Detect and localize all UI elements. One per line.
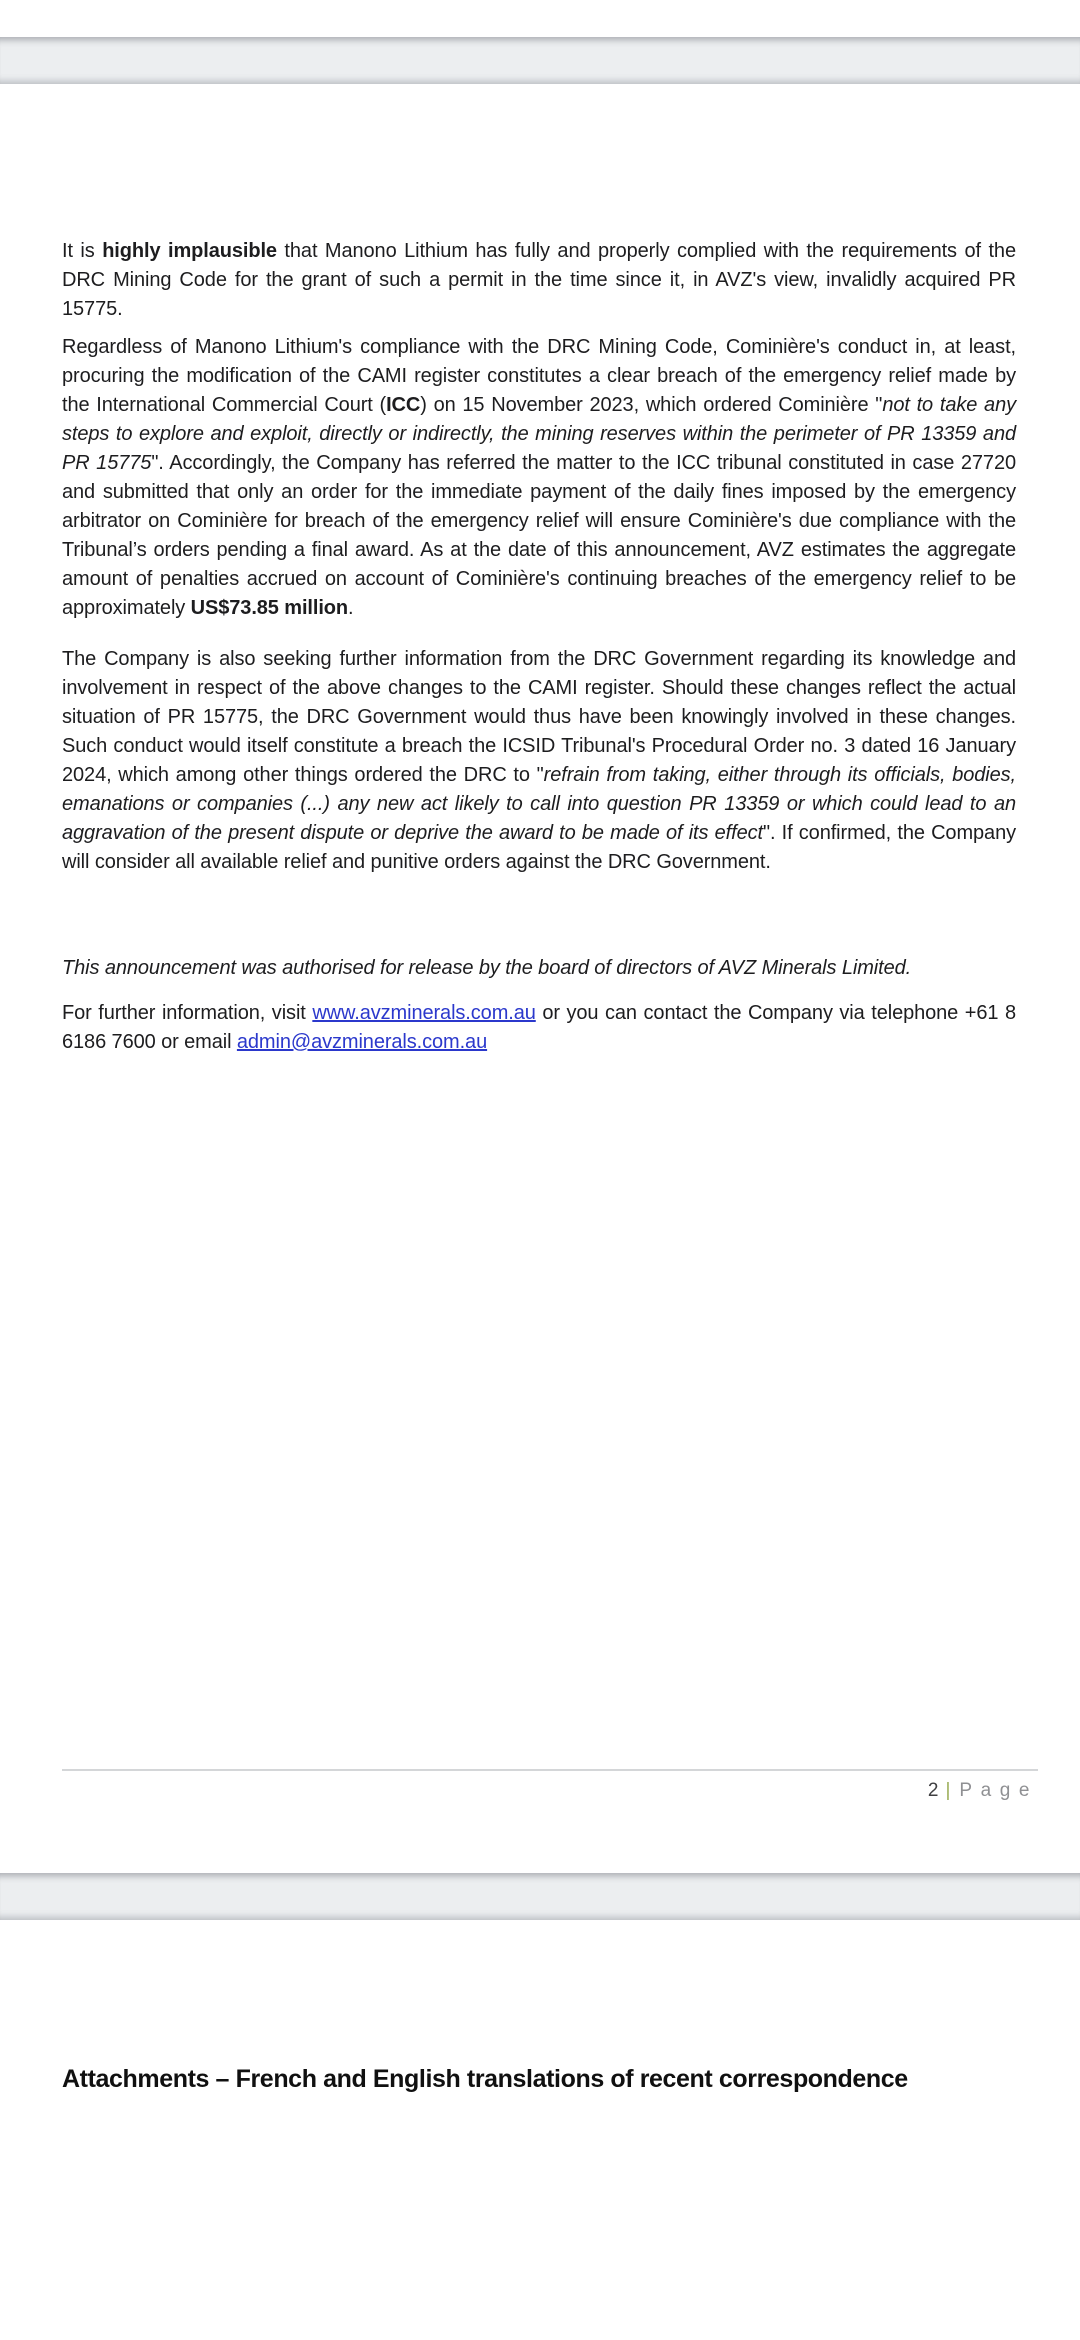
text-segment: not to take any steps to explore and exploit, directly or indirectly, the mining reserves within the perimeter of PR 13359 and PR 15775 [62,394,1017,474]
page-number: 2 [927,1780,939,1801]
text-segment: Regardless of Manono Lithium's compliance with the DRC Mining Code, Cominière's conduct in, at least, procuring the modification of the CAMI register constitutes a clear breach of the emergency relief made by the International Commercial Court ( [62,336,1016,416]
hyperlink[interactable]: admin@avzminerals.com.au [236,1031,488,1053]
text-segment: highly implausible [102,240,277,262]
page-gap [0,37,1080,84]
page-word: Page [959,1780,1038,1801]
text-segment: This announcement was authorised for release by the board of directors of AVZ Minerals Limited. [62,957,912,979]
text-segment: refrain from taking, either through its officials, bodies, emanations or companies (...) any new act likely to call into question PR 13359 or which could lead to an aggravation of the present dispute or deprive the award to be made of its effect [62,764,1016,844]
text-segment: ICC [386,394,421,416]
page-2 [0,84,1080,1873]
text-segment: or you can contact the Company via telephone +61 8 6186 7600 or email [62,1002,1016,1053]
paragraph-drc-government [62,645,1016,877]
contact-information [62,999,1016,1057]
text-segment: The Company is also seeking further information from the DRC Government regarding its knowledge and involvement in respect of the above changes to the CAMI register. Should these changes reflect the actual situation of PR 15775, the DRC Government would thus have been knowingly involved in these changes. Such conduct would itself constitute a breach the ICSID Tribunal's Procedural Order no. 3 dated 16 January 2024, which among other things ordered the DRC to " [62,648,1016,786]
text-segment: ) on 15 November 2023, which ordered Cominière " [420,394,883,416]
text-segment: that Manono Lithium has fully and properly complied with the requirements of the DRC Mining Code for the grant of such a permit in the time since it, in AVZ's view, invalidly acquired PR 15775. [62,240,1016,320]
page-number-line [62,1780,1038,1802]
paragraph-icc-breach [62,333,1016,623]
text-segment: For further information, visit [62,1002,313,1024]
page-1-bottom-edge [0,0,1080,37]
footer-divider [62,1769,1038,1771]
paragraph-implausible [62,237,1016,324]
text-segment: ". Accordingly, the Company has referred the matter to the ICC tribunal constituted in case 27720 and submitted that only an order for the immediate payment of the daily fines imposed by the emergency arbitrator on Cominière for breach of the emergency relief will ensure Cominière's due compliance with the Tribunal’s orders pending a final award. As at the date of this announcement, AVZ estimates the aggregate amount of penalties accrued on account of Cominière's continuing breaches of the emergency relief to be approximately [62,452,1016,619]
text-segment: US$73.85 million [190,597,349,619]
hyperlink[interactable]: www.avzminerals.com.au [312,1002,536,1024]
text-segment: . [348,597,354,619]
page-2-content [0,84,1080,1057]
text-segment: It is [62,240,103,262]
page-footer [0,1769,1080,1802]
page-number-separator: | [945,1780,951,1801]
authorisation-statement [62,954,1016,983]
page-gap [0,1873,1080,1920]
page-3 [0,1920,1080,2340]
attachments-heading: Attachments – French and English translations of recent correspondence [62,2065,908,2093]
text-segment: ". If confirmed, the Company will consider all available relief and punitive orders against the DRC Government. [62,822,1016,873]
